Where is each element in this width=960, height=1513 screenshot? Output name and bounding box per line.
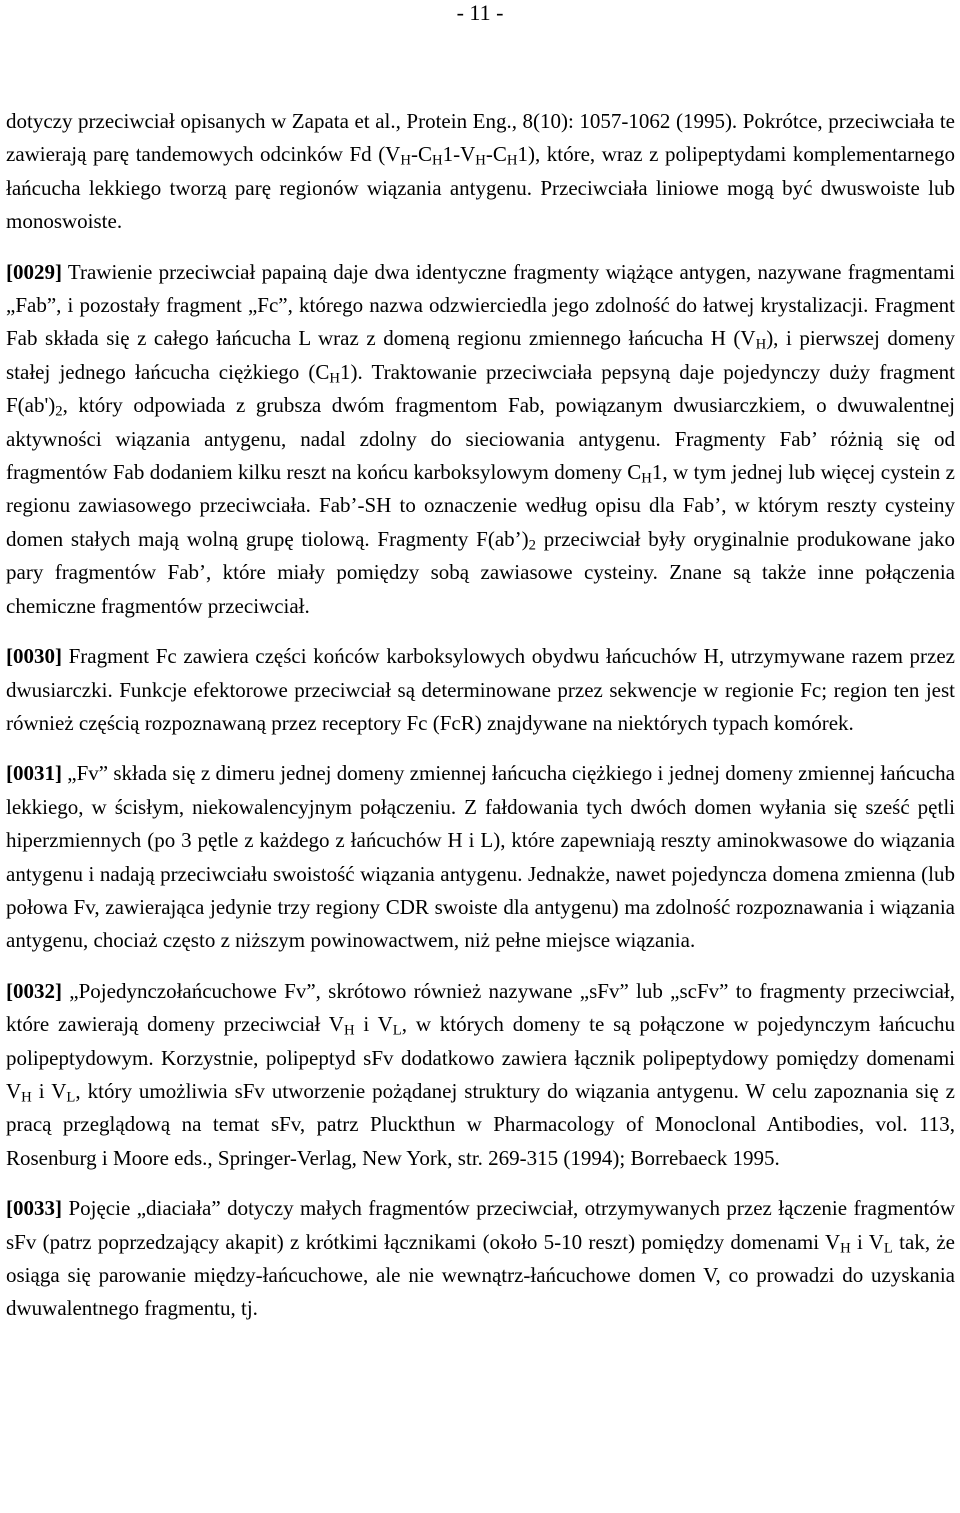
text-run: , który odpowiada z grubsza dwóm fragmentom Fab, powiązanym dwusiarczkiem, o dwuwalentnej aktywności wiązania antygenu, nadal zdolny do sieciowania antygenu. Fragmenty Fab’ różnią się od fragmentów Fab dodaniem kilku reszt na końcu karboksylowym domeny C xyxy=(6,393,955,485)
subscript: H xyxy=(400,153,411,170)
subscript: H xyxy=(840,1240,851,1257)
subscript: L xyxy=(883,1240,893,1257)
document-body xyxy=(6,105,955,1343)
text-run: -C xyxy=(485,142,507,167)
text-run: Pojęcie „diaciała” dotyczy małych fragmentów przeciwciał, otrzymywanych przez łączenie fragmentów sFv (patrz poprzedzający akapit) z krótkimi łącznikami (około 5-10 reszt) pomiędzy domenami V xyxy=(6,1196,955,1254)
paragraph-number: [0033] xyxy=(6,1196,62,1221)
subscript: H xyxy=(475,153,486,170)
subscript: H xyxy=(506,153,518,170)
text-run: ), i pierwszej domeny stałej jednego łańcucha ciężkiego (C xyxy=(6,326,955,384)
text-run: i V xyxy=(354,1012,393,1037)
paragraph-0032 xyxy=(6,975,955,1175)
text-run: i V xyxy=(850,1229,884,1254)
paragraph-number: [0030] xyxy=(6,644,62,669)
text-run: tak, że osiąga się parowanie między-łańcuchowe, ale nie wewnątrz-łańcuchowe domen V, co prowadzi do uzyskania dwuwalentnego fragmentu, tj. xyxy=(6,1229,956,1321)
text-run: Fragment Fc zawiera części końców karboksylowych obydwu łańcuchów H, utrzymywane razem przez dwusiarczki. Funkcje efektorowe przeciwciał są determinowane przez sekwencje w regionie Fc; region ten jest również częścią rozpoznawaną przez receptory Fc (FcR) znajdywane na niektórych typach komórek. xyxy=(6,644,955,735)
paragraph-continuation xyxy=(6,105,955,239)
text-run: i V xyxy=(31,1078,67,1103)
text-run: dotyczy przeciwciał opisanych w Zapata et al., Protein Eng., 8(10): 1057-1062 (1995). Pokrótce, przeciwciała te zawierają parę tandemowych odcinków Fd (V xyxy=(6,109,955,167)
text-run: „Pojedynczołańcuchowe Fv”, skrótowo również nazywane „sFv” lub „scFv” to fragmenty przeciwciał, które zawierają domeny przeciwciał V xyxy=(6,978,955,1037)
paragraph-number: [0031] xyxy=(6,761,62,786)
paragraph-0030 xyxy=(6,640,955,740)
text-run: -C xyxy=(410,142,432,167)
paragraph-0031 xyxy=(6,757,955,957)
text-run: przeciwciał były oryginalnie produkowane jako pary fragmentów Fab’, które miały pomiędzy sobą zawiasowe cysteiny. Znane są także inne połączenia chemiczne fragmentów przeciwciał. xyxy=(6,526,955,618)
subscript: H xyxy=(431,153,443,170)
text-run: 1, w tym jednej lub więcej cystein z regionu zawiasowego przeciwciała. Fab’-SH to oznaczenie według opisu dla Fab’, w którym reszty cysteiny domen stałych mają wolną grupę tiolową. Fragmenty F(ab’) xyxy=(6,460,955,551)
subscript: 2 xyxy=(528,537,536,554)
subscript: H xyxy=(755,337,767,354)
subscript: H xyxy=(641,470,652,487)
text-run: 1). Traktowanie przeciwciała pepsyną daje pojedynczy duży fragment F(ab') xyxy=(6,359,955,418)
paragraph-0029 xyxy=(6,256,955,623)
subscript: H xyxy=(21,1089,32,1106)
paragraph-number: [0029] xyxy=(6,259,62,284)
paragraph-0033 xyxy=(6,1192,955,1326)
text-run: „Fv” składa się z dimeru jednej domeny zmiennej łańcucha ciężkiego i jednej domeny zmiennej łańcucha lekkiego, w ścisłym, niekowalencyjnym połączeniu. Z fałdowania tych dwóch domen wyłania się sześć pętli hiperzmiennych (po 3 pętle z każdego z łańcuchów H i L), które zapewniają reszty aminokwasowe do wiązania antygenu i nadają przeciwciału swoistość wiązania antygenu. Jednakże, nawet pojedyncza domena zmienna (lub połowa Fv, zawierająca jedynie trzy regiony CDR swoiste dla antygenu) ma zdolność rozpoznawania i wiązania antygenu, chociaż często z niższym powinowactwem, niż pełne miejsce wiązania. xyxy=(6,761,955,953)
subscript: L xyxy=(392,1022,402,1039)
text-run: 1), które, wraz z polipeptydami komplementarnego łańcucha lekkiego tworzą parę regionów wiązania antygenu. Przeciwciała liniowe mogą być dwuswoiste lub monoswoiste. xyxy=(6,142,955,234)
text-run: , w których domeny te są połączone w pojedynczym łańcuchu polipeptydowym. Korzystnie, polipeptyd sFv dodatkowo zawiera łącznik polipeptydowy pomiędzy domenami V xyxy=(6,1012,955,1103)
text-run: , który umożliwia sFv utworzenie pożądanej struktury do wiązania antygenu. W celu zapoznania się z pracą przeglądową na temat sFv, patrz Pluckthun w Pharmacology of Monoclonal Antibodies, vol. 113, Rosenburg i Moore eds., Springer-Verlag, New York, str. 269-315 (1994); Borrebaeck 1995. xyxy=(6,1078,956,1170)
paragraph-number: [0032] xyxy=(6,978,62,1003)
text-run: Trawienie przeciwciał papainą daje dwa identyczne fragmenty wiążące antygen, nazywane fragmentami „Fab”, i pozostały fragment „Fc”, którego nazwa odzwierciedla jego zdolność do łatwej krystalizacji. Fragment Fab składa się z całego łańcucha L wraz z domeną regionu zmiennego łańcucha H (V xyxy=(6,259,955,351)
subscript: L xyxy=(66,1089,76,1106)
text-run: 1-V xyxy=(442,142,476,167)
page-number: - 11 - xyxy=(456,0,504,25)
subscript: 2 xyxy=(55,403,63,420)
subscript: H xyxy=(343,1022,355,1039)
subscript: H xyxy=(329,370,341,387)
